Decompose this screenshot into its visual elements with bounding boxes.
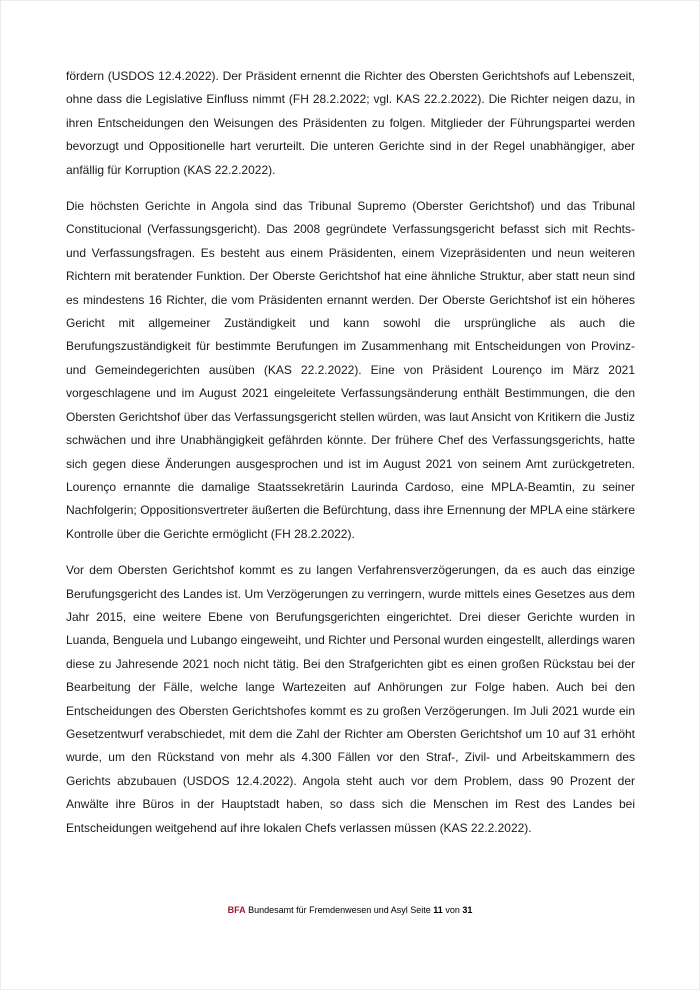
paragraph-court-delays: Vor dem Obersten Gerichtshof kommt es zu langen Verfahrensverzögerungen, da es auch das einzige Berufungsgericht des Landes ist. Um Verzögerungen zu verringern, wurde mittels eines Gesetzes aus dem Jahr 2015, eine weitere Ebene von Berufungsgerichten eingerichtet. Drei dieser Gerichte wurden in Luanda, Benguela und Lubango eingeweiht, und Richter und Personal wurden eingestellt, allerdings waren diese zu Jahresende 2021 noch nicht tätig. Bei den Strafgerichten gibt es einen großen Rückstau bei der Bearbeitung der Fälle, welche lange Wartezeiten auf Anhörungen zur Folge haben. Auch bei den Entscheidungen des Obersten Gerichtshofes kommt es zu großen Verzögerungen. Im Juli 2021 wurde ein Gesetzentwurf verabschiedet, mit dem die Zahl der Richter am Obersten Gerichtshof um 10 auf 31 erhöht wurde, um den Rückstand von mehr als 4.300 Fällen vor den Straf-, Zivil- und Arbeitskammern des Gerichts abzubauen (USDOS 12.4.2022). Angola steht auch vor dem Problem, dass 90 Prozent der Anwälte ihre Büros in der Hauptstadt haben, so dass sich die Menschen im Rest des Landes bei Entscheidungen weitgehend auf ihre lokalen Chefs verlassen müssen (KAS 22.2.2022).	[66, 563, 635, 835]
footer-org-name: Bundesamt für Fremdenwesen und Asyl	[248, 905, 408, 915]
footer-page-label: Seite	[410, 905, 431, 915]
footer-page-number: 11	[433, 905, 443, 915]
footer-page-total: 31	[462, 905, 473, 915]
document-body	[66, 65, 635, 840]
footer-of-label: von	[445, 905, 460, 915]
paragraph-judiciary-overview: fördern (USDOS 12.4.2022). Der Präsident ernennt die Richter des Obersten Gerichtshofs auf Lebenszeit, ohne dass die Legislative Einfluss nimmt (FH 28.2.2022; vgl. KAS 22.2.2022). Die Richter neigen dazu, in ihren Entscheidungen den Weisungen des Präsidenten zu folgen. Mitglieder der Führungspartei werden bevorzugt und Oppositionelle hart verurteilt. Die unteren Gerichte sind in der Regel unabhängiger, aber anfällig für Korruption (KAS 22.2.2022).	[66, 69, 635, 177]
bfa-logo-text: BFA	[227, 905, 246, 915]
page-footer	[1, 904, 699, 916]
paragraph-highest-courts: Die höchsten Gerichte in Angola sind das Tribunal Supremo (Oberster Gerichtshof) und das Tribunal Constitucional (Verfassungsgericht). Das 2008 gegründete Verfassungsgericht befasst sich mit Rechts- und Verfassungsfragen. Es besteht aus einem Präsidenten, einem Vizepräsidenten und neun weiteren Richtern mit beratender Funktion. Der Oberste Gerichtshof hat eine ähnliche Struktur, aber statt neun sind es mindestens 16 Richter, die vom Präsidenten ernannt werden. Der Oberste Gerichtshof ist ein höheres Gericht mit allgemeiner Zuständigkeit und kann sowohl die ursprüngliche als auch die Berufungszuständigkeit für bestimmte Berufungen im Zusammenhang mit Entscheidungen von Provinz- und Gemeindegerichten ausüben (KAS 22.2.2022). Eine von Präsident Lourenço im März 2021 vorgeschlagene und im August 2021 eingeleitete Verfassungsänderung enthält Bestimmungen, die den Obersten Gerichtshof über das Verfassungsgericht stellen würden, was laut Ansicht von Kritikern die Justiz schwächen und ihre Unabhängigkeit gefährden könnte. Der frühere Chef des Verfassungsgerichts, hatte sich gegen diese Änderungen ausgesprochen und ist im August 2021 von seinem Amt zurückgetreten. Lourenço ernannte die damalige Staatssekretärin Laurinda Cardoso, eine MPLA-Beamtin, zu seiner Nachfolgerin; Oppositionsvertreter äußerten die Befürchtung, dass ihre Ernennung der MPLA eine stärkere Kontrolle über die Gerichte ermöglicht (FH 28.2.2022).	[66, 199, 635, 541]
